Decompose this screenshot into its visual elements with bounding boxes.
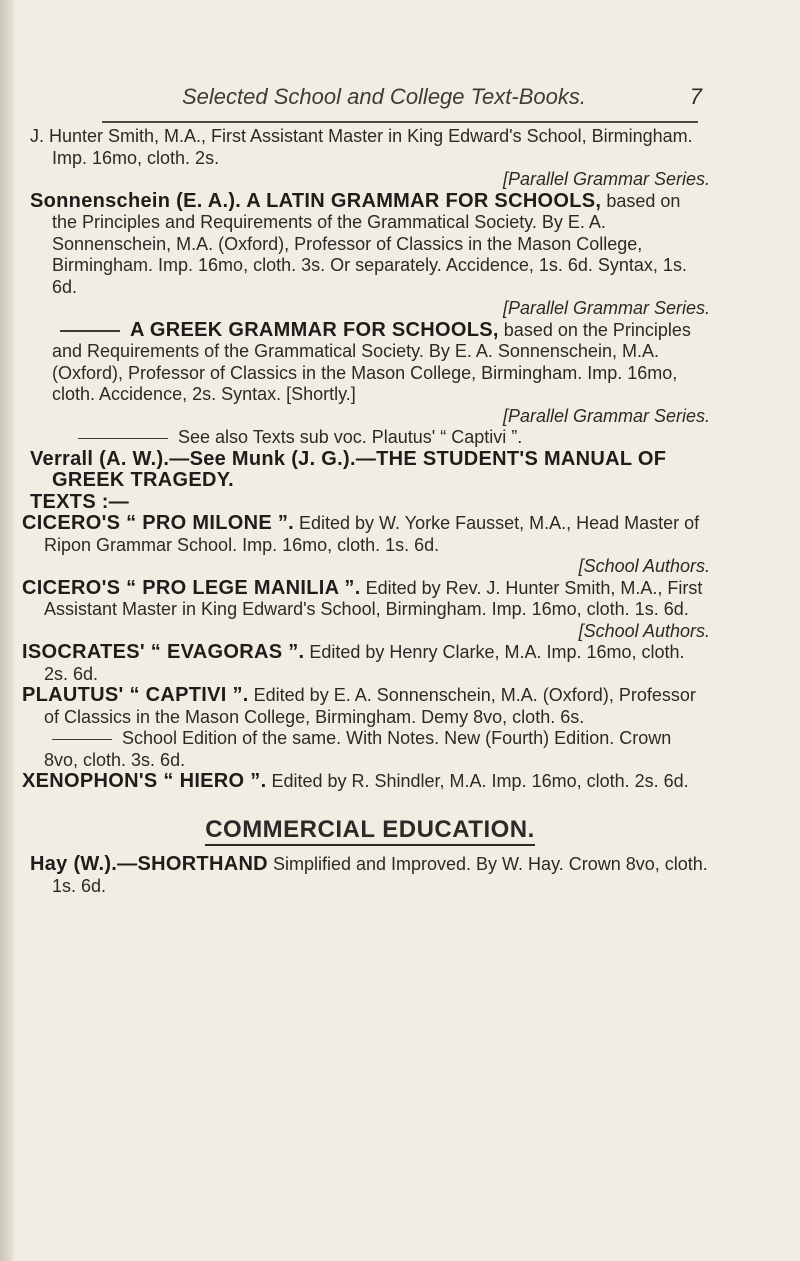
entry-heading: Verrall (A. W.).—See Munk (J. G.).—THE STUDENT'S MANUAL OF GREEK TRAGEDY.	[30, 447, 667, 491]
ditto-rule	[60, 330, 120, 332]
entry-heading: CICERO'S “ PRO MILONE ”.	[22, 512, 294, 534]
entry-text: See also Texts sub voc. Plautus' “ Captivi ”.	[178, 427, 523, 447]
section-heading	[30, 815, 710, 843]
header-rule	[102, 121, 698, 123]
ditto-rule	[78, 438, 168, 440]
entry-text: Edited by Henry Clarke, M.A. Imp. 16mo, cloth. 2s. 6d.	[44, 642, 685, 684]
entry-text: based on the Principles and Requirements of the Grammatical Society. By E. A. Sonnenschein, M.A. (Oxford), Professor of Classics in the Mason College, Birmingham. Imp. 16mo, cloth. Accidence, 2s. Syntax. [Shortly.]	[52, 319, 691, 404]
entry-heading: A GREEK GRAMMAR FOR SCHOOLS,	[130, 318, 499, 341]
page-body	[22, 126, 710, 897]
entry-heading: Sonnenschein (E. A.). A LATIN GRAMMAR FOR SCHOOLS,	[30, 189, 602, 212]
entry-heading: PLAUTUS' “ CAPTIVI ”.	[22, 684, 249, 706]
entry-see-also	[30, 427, 710, 449]
running-head-title: Selected School and College Text-Books.	[182, 84, 586, 109]
entry-latin-grammar	[30, 191, 710, 299]
ditto-rule	[52, 739, 112, 741]
entry-hiero	[22, 770, 710, 793]
entry-text: Edited by R. Shindler, M.A. Imp. 16mo, cloth. 2s. 6d.	[271, 771, 689, 791]
page-number: 7	[689, 84, 702, 109]
running-head	[182, 84, 702, 118]
entry-text: School Edition of the same. With Notes. New (Fourth) Edition. Crown 8vo, cloth. 3s. 6d.	[44, 728, 672, 770]
entry-shorthand	[30, 854, 710, 897]
entry-heading: ISOCRATES' “ EVAGORAS ”.	[22, 641, 305, 663]
series-note: [School Authors.	[578, 556, 710, 576]
series-note: [Parallel Grammar Series.	[502, 405, 710, 426]
page-edge	[0, 0, 14, 1261]
series-note: [Parallel Grammar Series.	[502, 169, 710, 189]
series-note: [School Authors.	[578, 620, 710, 641]
entry-text: Edited by Rev. J. Hunter Smith, M.A., First Assistant Master in King Edward's School, Birmingham. Imp. 16mo, cloth. 1s. 6d.	[44, 577, 703, 619]
entry-pro-lege-manilia	[22, 576, 710, 621]
entry-verrall	[30, 449, 710, 492]
entry-text: Simplified and Improved. By W. Hay. Crown 8vo, cloth. 1s. 6d.	[52, 854, 708, 896]
entry-evagoras	[22, 641, 710, 685]
entry-captivi	[22, 684, 710, 728]
section-title: COMMERCIAL EDUCATION.	[205, 816, 535, 846]
entry-greek-grammar	[30, 320, 710, 406]
entry-text: Edited by E. A. Sonnenschein, M.A. (Oxford), Professor of Classics in the Mason College, Birmingham. Demy 8vo, cloth. 6s.	[44, 685, 696, 727]
entry-heading: CICERO'S “ PRO LEGE MANILIA ”.	[22, 576, 361, 599]
series-note: [Parallel Grammar Series.	[502, 298, 710, 318]
entry-text: based on the Principles and Requirements of the Grammatical Society. By E. A. Sonnenschein, M.A. (Oxford), Professor of Classics in the Mason College, Birmingham. Imp. 16mo, cloth. 3s. Or separately. Accidence, 1s. 6d. Syntax, 1s. 6d.	[52, 190, 687, 297]
entry-continuation	[30, 126, 710, 169]
entry-text: Edited by W. Yorke Fausset, M.A., Head Master of Ripon Grammar School. Imp. 16mo, cloth. 1s. 6d.	[44, 513, 700, 555]
entry-heading: XENOPHON'S “ HIERO ”.	[22, 770, 267, 792]
texts-label: TEXTS :—	[30, 490, 130, 513]
entry-heading: Hay (W.).—SHORTHAND	[30, 853, 268, 875]
entry-text: J. Hunter Smith, M.A., First Assistant Master in King Edward's School, Birmingham. Imp. 16mo, cloth. 2s.	[30, 126, 693, 168]
entry-pro-milone	[22, 512, 710, 556]
entry-captivi-school-edition	[30, 728, 710, 771]
